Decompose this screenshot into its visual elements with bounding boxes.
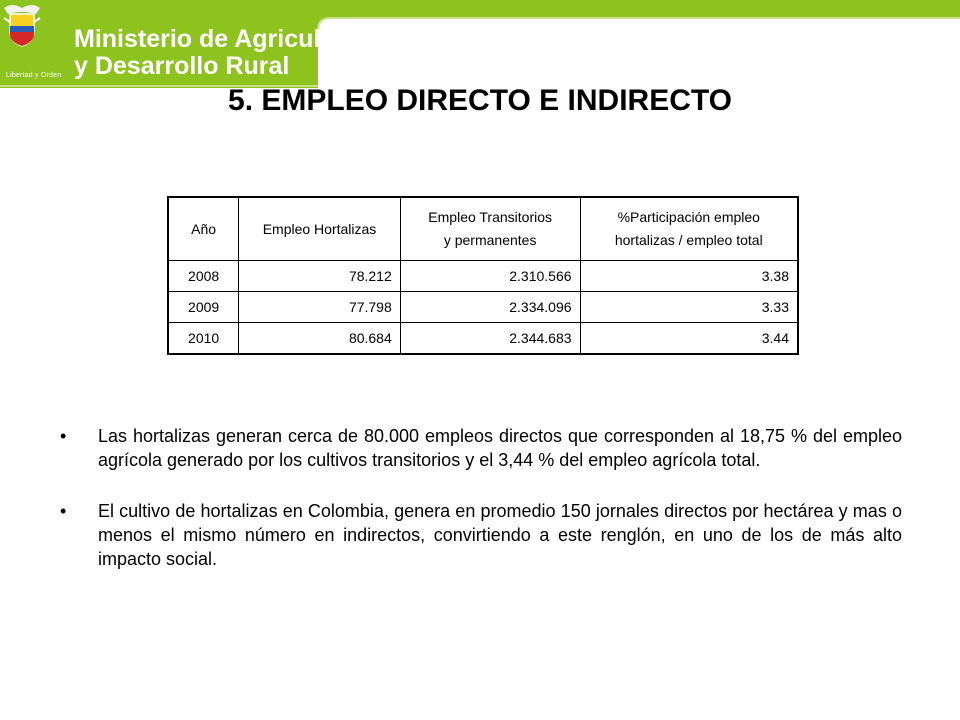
header-transitorios-line2: y permanentes — [443, 232, 537, 248]
bullet-icon: • — [60, 426, 67, 446]
coat-of-arms-icon — [0, 0, 44, 48]
table-row — [168, 323, 798, 355]
bullet-text: El cultivo de hortalizas en Colombia, genera en promedio 150 jornales directos por hectárea y mas o menos el mismo número en indirectos, convirtiendo a este renglón, en uno de los de más alto impacto social. — [98, 501, 902, 569]
table-row — [168, 261, 798, 292]
employment-table — [167, 196, 799, 355]
bullet-item — [60, 499, 902, 571]
cell-year: 2010 — [168, 323, 239, 355]
bullet-list — [60, 424, 902, 598]
ministry-name-line1: Ministerio de Agricultura — [74, 25, 368, 53]
header-year: Año — [168, 197, 239, 261]
cell-participacion: 3.33 — [580, 292, 798, 323]
cell-transitorios: 2.310.566 — [400, 261, 580, 292]
bullet-text: Las hortalizas generan cerca de 80.000 empleos directos que corresponden al 18,75 % del empleo agrícola generado por los cultivos transitorios y el 3,44 % del empleo agrícola total. — [98, 426, 902, 470]
ministry-name-line2: y Desarrollo Rural — [74, 52, 290, 80]
header-transitorios-line1: Empleo Transitorios — [428, 209, 553, 225]
header-transitorios — [400, 197, 580, 261]
table-row — [168, 292, 798, 323]
header-participacion-line1: %Participación empleo — [617, 209, 760, 225]
cell-participacion: 3.44 — [580, 323, 798, 355]
cell-year: 2008 — [168, 261, 239, 292]
header-participacion — [580, 197, 798, 261]
header-bar — [0, 0, 960, 88]
header-participacion-line2: hortalizas / empleo total — [614, 232, 763, 248]
cell-hortalizas: 78.212 — [239, 261, 401, 292]
cell-hortalizas: 77.798 — [239, 292, 401, 323]
cell-participacion: 3.38 — [580, 261, 798, 292]
cell-transitorios: 2.344.683 — [400, 323, 580, 355]
cell-hortalizas: 80.684 — [239, 323, 401, 355]
table-header-row — [168, 197, 798, 261]
cell-year: 2009 — [168, 292, 239, 323]
header-hortalizas: Empleo Hortalizas — [239, 197, 401, 261]
ministry-logo-text — [74, 26, 368, 80]
slide-title: 5. EMPLEO DIRECTO E INDIRECTO — [228, 84, 732, 117]
cell-transitorios: 2.334.096 — [400, 292, 580, 323]
bullet-icon: • — [60, 501, 67, 521]
bullet-item — [60, 424, 902, 472]
logo-motto: Libertad y Orden — [6, 72, 62, 79]
